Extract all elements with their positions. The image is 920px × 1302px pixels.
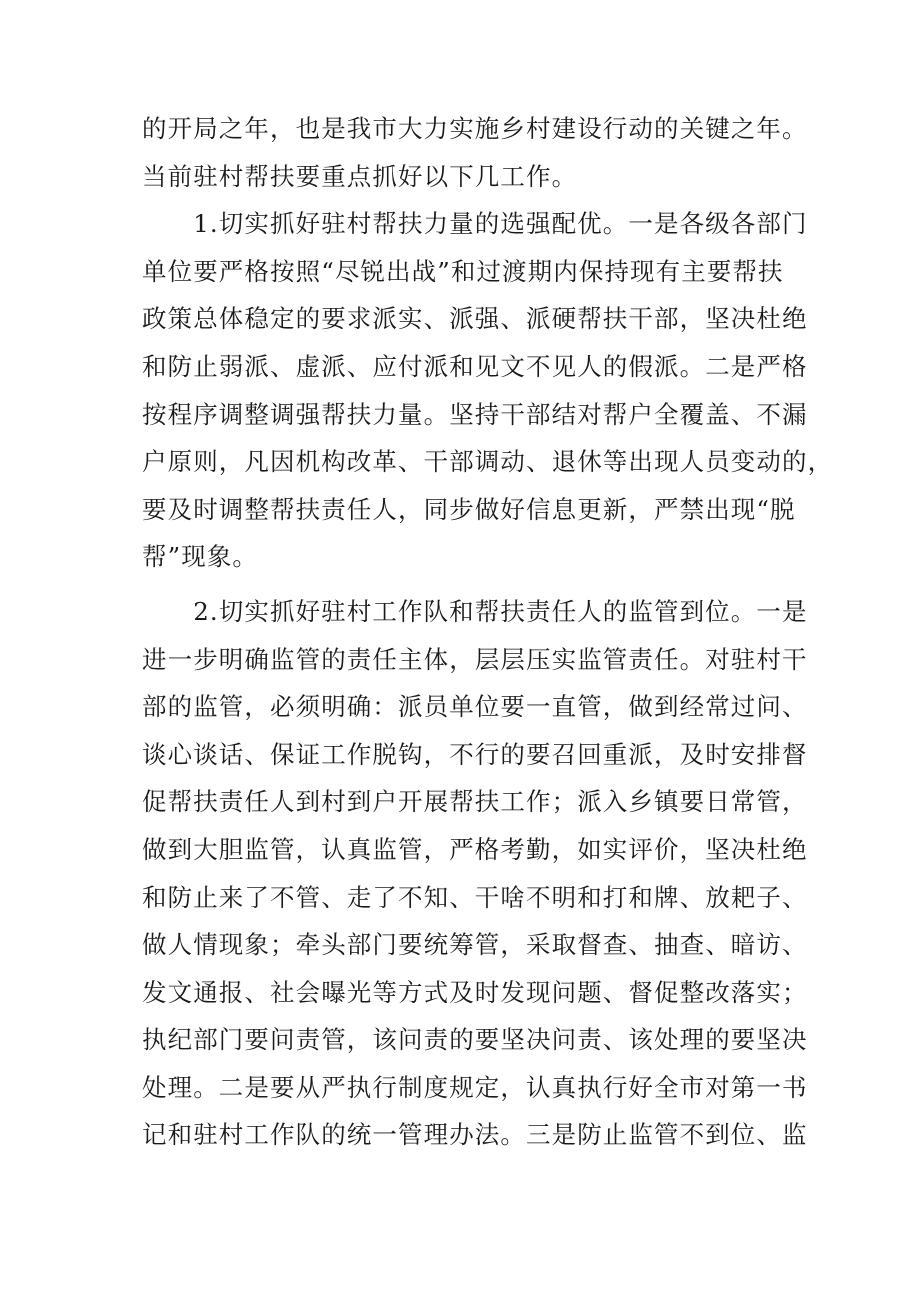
- text-line: 帮”现象。: [142, 542, 259, 572]
- text-line: 谈心谈话、保证工作脱钩，不行的要召回重派，及时安排督: [142, 739, 808, 769]
- text-line: 单位要严格按照“尽锐出战”和过渡期内保持现有主要帮扶: [142, 256, 784, 286]
- document-page: [142, 105, 834, 1159]
- text-line: 进一步明确监管的责任主体，层层压实监管责任。对驻村干: [142, 644, 808, 674]
- text-line: 当前驻村帮扶要重点抓好以下几工作。: [142, 161, 578, 191]
- text-line: 执纪部门要问责管，该问责的要坚决问责、该处理的要坚决: [142, 1025, 808, 1055]
- text-line: 处理。二是要从严执行制度规定，认真执行好全市对第一书: [142, 1072, 808, 1102]
- text-line: 做到大胆监管，认真监管，严格考勤，如实评价，坚决杜绝: [142, 834, 808, 864]
- text-line: 做人情现象；牵头部门要统筹管，采取督查、抽查、暗访、: [142, 930, 808, 960]
- text-line: 的开局之年，也是我市大力实施乡村建设行动的关键之年。: [142, 114, 808, 143]
- text-line: 记和驻村工作队的统一管理办法。三是防止监管不到位、监: [142, 1120, 808, 1150]
- paragraph-2-start: 2.切实抓好驻村工作队和帮扶责任人的监管到位。一是: [142, 596, 808, 626]
- text-line: 发文通报、社会曝光等方式及时发现问题、督促整改落实；: [142, 977, 808, 1007]
- text-line: 要及时调整帮扶责任人，同步做好信息更新，严禁出现“脱: [142, 494, 796, 524]
- text-line: 政策总体稳定的要求派实、派强、派硬帮扶干部，坚决杜绝: [142, 304, 808, 334]
- text-line: 部的监管，必须明确：派员单位要一直管，做到经常过问、: [142, 692, 808, 722]
- text-line: 和防止来了不管、走了不知、干啥不明和打和牌、放耙子、: [142, 882, 808, 912]
- text-line: 户原则，凡因机构改革、干部调动、退休等出现人员变动的，: [142, 447, 834, 477]
- paragraph-1-start: 1.切实抓好驻村帮扶力量的选强配优。一是各级各部门: [142, 209, 808, 239]
- text-line: 和防止弱派、虚派、应付派和见文不见人的假派。二是严格: [142, 351, 808, 381]
- text-line: 促帮扶责任人到村到户开展帮扶工作；派入乡镇要日常管，: [142, 787, 808, 817]
- text-line: 按程序调整调强帮扶力量。坚持干部结对帮户全覆盖、不漏: [142, 399, 808, 429]
